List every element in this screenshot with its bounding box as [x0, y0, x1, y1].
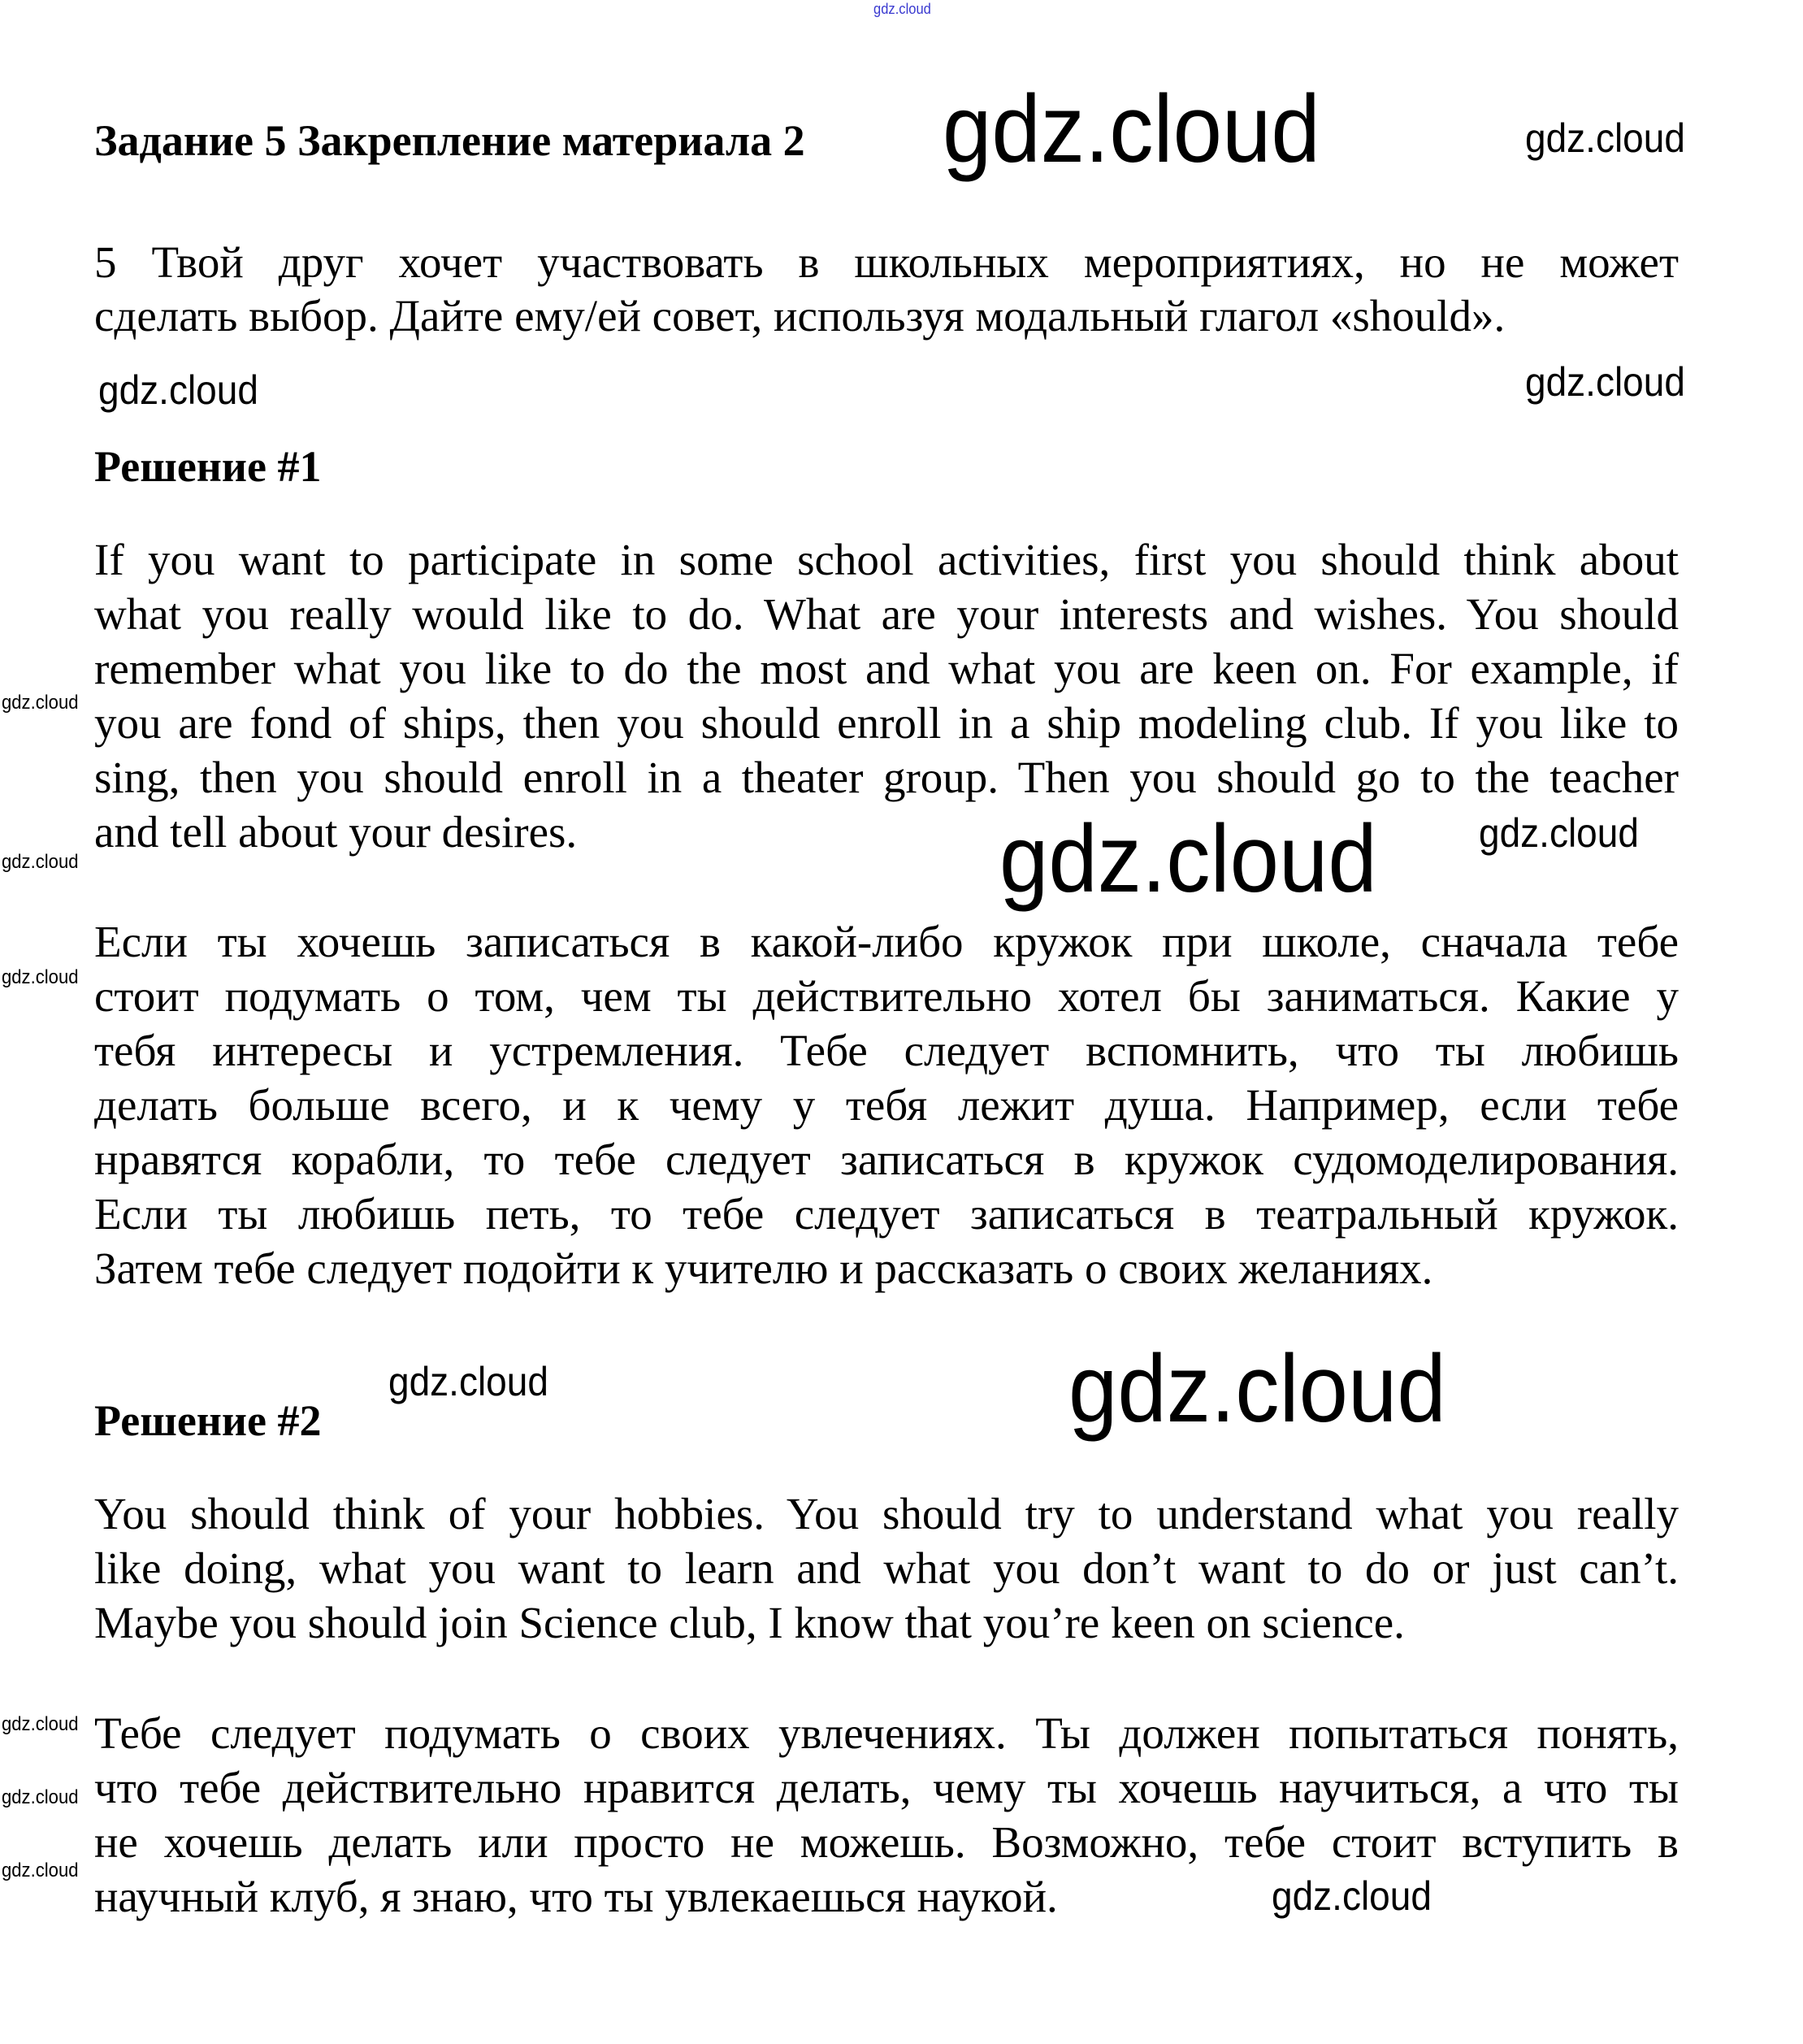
- text-line: что тебе действительно нравится делать, чему ты хочешь научиться, а что ты: [94, 1763, 1679, 1812]
- watermark: gdz.cloud: [999, 805, 1377, 913]
- page-title: Задание 5 Закрепление материала 2: [94, 116, 805, 165]
- task-line: сделать выбор. Дайте ему/ей совет, используя модальный глагол «should».: [94, 291, 1506, 341]
- text-line: не хочешь делать или просто не можешь. Возможно, тебе стоит вступить в: [94, 1817, 1679, 1867]
- watermark: gdz.cloud: [2, 966, 79, 988]
- watermark: gdz.cloud: [2, 851, 79, 873]
- watermark-top: gdz.cloud: [873, 1, 931, 17]
- text-line: like doing, what you want to learn and what you don’t want to do or just can’t.: [94, 1543, 1679, 1593]
- text-line: Затем тебе следует подойти к учителю и рассказать о своих желаниях.: [94, 1243, 1433, 1293]
- watermark: gdz.cloud: [1272, 1873, 1432, 1919]
- text-line: and tell about your desires.: [94, 807, 578, 857]
- text-line: what you really would like to do. What are your interests and wishes. You should: [94, 589, 1679, 639]
- watermark: gdz.cloud: [1479, 810, 1639, 856]
- solution2-heading: Решение #2: [94, 1396, 322, 1445]
- text-line: тебя интересы и устремления. Тебе следует вспомнить, что ты любишь: [94, 1026, 1679, 1075]
- watermark: gdz.cloud: [2, 1713, 79, 1735]
- text-line: remember what you like to do the most and what you are keen on. For example, if: [94, 644, 1679, 693]
- text-line: Если ты хочешь записаться в какой-либо кружок при школе, сначала тебе: [94, 917, 1679, 966]
- text-line: you are fond of ships, then you should enroll in a ship modeling club. If you like to: [94, 698, 1679, 748]
- text-line: Тебе следует подумать о своих увлечениях. Ты должен попытаться понять,: [94, 1708, 1679, 1758]
- text-line: You should think of your hobbies. You should try to understand what you really: [94, 1489, 1679, 1538]
- text-line: научный клуб, я знаю, что ты увлекаешься наукой.: [94, 1872, 1058, 1921]
- watermark: gdz.cloud: [1525, 115, 1685, 161]
- watermark: gdz.cloud: [388, 1359, 548, 1404]
- watermark: gdz.cloud: [943, 76, 1320, 183]
- watermark: gdz.cloud: [2, 1860, 79, 1881]
- task-line: 5 Твой друг хочет участвовать в школьных мероприятиях, но не может: [94, 237, 1679, 287]
- text-line: sing, then you should enroll in a theater group. Then you should go to the teacher: [94, 753, 1679, 802]
- text-line: делать больше всего, и к чему у тебя лежит душа. Например, если тебе: [94, 1080, 1679, 1130]
- watermark: gdz.cloud: [2, 1786, 79, 1808]
- watermark: gdz.cloud: [2, 692, 79, 714]
- watermark: gdz.cloud: [1068, 1335, 1446, 1443]
- text-line: стоит подумать о том, чем ты действительно хотел бы заниматься. Какие у: [94, 971, 1679, 1021]
- text-line: If you want to participate in some school activities, first you should think about: [94, 535, 1679, 584]
- text-line: Если ты любишь петь, то тебе следует записаться в театральный кружок.: [94, 1189, 1679, 1239]
- text-line: Maybe you should join Science club, I know that you’re keen on science.: [94, 1598, 1405, 1647]
- watermark: gdz.cloud: [1525, 359, 1685, 405]
- text-line: нравятся корабли, то тебе следует записаться в кружок судомоделирования.: [94, 1135, 1679, 1184]
- solution1-heading: Решение #1: [94, 442, 322, 491]
- watermark: gdz.cloud: [98, 367, 258, 413]
